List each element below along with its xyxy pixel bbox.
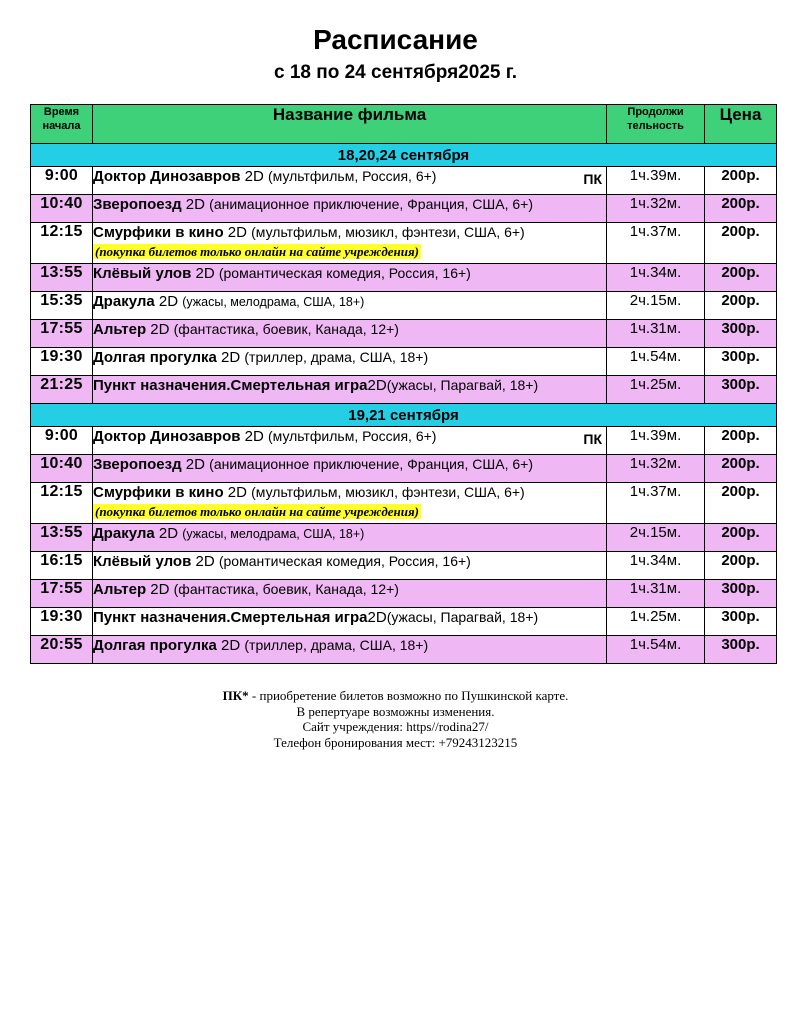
film-cell bbox=[93, 223, 607, 264]
page-subtitle: с 18 по 24 сентября2025 г. bbox=[273, 62, 518, 83]
film-title: Зверопоезд bbox=[93, 456, 182, 473]
duration: 1ч.32м. bbox=[607, 455, 705, 483]
film-title: Дракула bbox=[93, 525, 155, 542]
table-row bbox=[31, 348, 777, 376]
film-cell bbox=[93, 320, 607, 348]
pushkin-card-badge: ПК bbox=[583, 171, 602, 187]
film-cell bbox=[93, 167, 607, 195]
film-format: 2D bbox=[181, 456, 210, 473]
film-info: (мультфильм, Россия, 6+) bbox=[268, 168, 437, 184]
page-title: Расписание bbox=[313, 24, 478, 55]
price: 200р. bbox=[705, 524, 777, 552]
film-cell bbox=[93, 636, 607, 664]
price: 300р. bbox=[705, 580, 777, 608]
price: 300р. bbox=[705, 608, 777, 636]
start-time: 9:00 bbox=[31, 167, 93, 195]
footer-changes-note: В репертуаре возможны изменения. bbox=[296, 703, 495, 719]
film-info: (ужасы, Парагвай, 18+) bbox=[386, 609, 539, 625]
film-info: (романтическая комедия, Россия, 16+) bbox=[218, 553, 471, 569]
film-title: Доктор Динозавров bbox=[93, 168, 241, 185]
film-format: 2D bbox=[240, 168, 268, 185]
duration: 1ч.31м. bbox=[607, 320, 705, 348]
film-format: 2D bbox=[223, 484, 252, 501]
date-label: 19,21 сентября bbox=[31, 404, 777, 427]
start-time: 19:30 bbox=[31, 348, 93, 376]
start-time: 13:55 bbox=[31, 524, 93, 552]
film-title: Пункт назначения.Смертельная игра bbox=[93, 609, 368, 626]
price: 200р. bbox=[705, 223, 777, 264]
film-title: Долгая прогулка bbox=[93, 349, 217, 366]
table-row bbox=[31, 223, 777, 264]
film-cell bbox=[93, 552, 607, 580]
film-title: Долгая прогулка bbox=[93, 637, 217, 654]
film-cell bbox=[93, 427, 607, 455]
header-duration bbox=[607, 105, 705, 144]
film-title: Смурфики в кино bbox=[93, 484, 224, 501]
duration: 1ч.34м. bbox=[607, 552, 705, 580]
duration: 1ч.39м. bbox=[607, 427, 705, 455]
date-row bbox=[31, 404, 777, 427]
table-row bbox=[31, 376, 777, 404]
film-format: 2D bbox=[146, 581, 174, 598]
film-info: (мультфильм, мюзикл, фэнтези, США, 6+) bbox=[251, 224, 525, 240]
price: 200р. bbox=[705, 195, 777, 223]
start-time: 19:30 bbox=[31, 608, 93, 636]
table-row bbox=[31, 483, 777, 524]
start-time: 12:15 bbox=[31, 483, 93, 524]
table-header-row bbox=[31, 105, 777, 144]
price: 200р. bbox=[705, 427, 777, 455]
film-info: (ужасы, Парагвай, 18+) bbox=[386, 377, 539, 393]
film-format: 2D bbox=[154, 525, 183, 542]
film-cell bbox=[93, 195, 607, 223]
table-row bbox=[31, 636, 777, 664]
price: 200р. bbox=[705, 455, 777, 483]
table-row bbox=[31, 427, 777, 455]
film-format: 2D bbox=[240, 428, 268, 445]
duration: 1ч.37м. bbox=[607, 223, 705, 264]
footer-pk-text: - приобретение билетов возможно по Пушкинской карте. bbox=[248, 688, 569, 703]
header-film bbox=[93, 105, 607, 144]
table-row bbox=[31, 552, 777, 580]
film-info: (мультфильм, мюзикл, фэнтези, США, 6+) bbox=[251, 484, 525, 500]
film-format: 2D bbox=[181, 196, 210, 213]
header-duration-line1: Продолжи bbox=[627, 106, 684, 118]
price: 200р. bbox=[705, 167, 777, 195]
start-time: 12:15 bbox=[31, 223, 93, 264]
table-row bbox=[31, 580, 777, 608]
film-info: (триллер, драма, США, 18+) bbox=[244, 637, 429, 653]
duration: 1ч.31м. bbox=[607, 580, 705, 608]
film-format: 2D bbox=[216, 349, 245, 366]
film-info: (романтическая комедия, Россия, 16+) bbox=[218, 265, 471, 281]
price: 200р. bbox=[705, 483, 777, 524]
table-row bbox=[31, 195, 777, 223]
header-time bbox=[31, 105, 93, 144]
start-time: 17:55 bbox=[31, 320, 93, 348]
duration: 1ч.54м. bbox=[607, 348, 705, 376]
film-format: 2D bbox=[367, 609, 387, 626]
pushkin-card-badge: ПК bbox=[583, 431, 602, 447]
start-time: 20:55 bbox=[31, 636, 93, 664]
table-row bbox=[31, 167, 777, 195]
film-cell bbox=[93, 292, 607, 320]
start-time: 21:25 bbox=[31, 376, 93, 404]
film-info: (фантастика, боевик, Канада, 12+) bbox=[173, 321, 399, 337]
duration: 1ч.54м. bbox=[607, 636, 705, 664]
film-cell bbox=[93, 483, 607, 524]
film-cell bbox=[93, 455, 607, 483]
table-row bbox=[31, 292, 777, 320]
footer-phone: Телефон бронирования мест: +79243123215 bbox=[273, 734, 518, 750]
price: 300р. bbox=[705, 376, 777, 404]
duration: 1ч.25м. bbox=[607, 608, 705, 636]
film-title: Смурфики в кино bbox=[93, 224, 224, 241]
film-title: Зверопоезд bbox=[93, 196, 182, 213]
film-info: (ужасы, мелодрама, США, 18+) bbox=[182, 295, 365, 309]
duration: 1ч.25м. bbox=[607, 376, 705, 404]
price: 300р. bbox=[705, 348, 777, 376]
duration: 1ч.39м. bbox=[607, 167, 705, 195]
header-duration-line2: тельность bbox=[627, 120, 684, 132]
duration: 2ч.15м. bbox=[607, 524, 705, 552]
table-row bbox=[31, 455, 777, 483]
start-time: 10:40 bbox=[31, 195, 93, 223]
film-cell bbox=[93, 608, 607, 636]
start-time: 10:40 bbox=[31, 455, 93, 483]
date-label: 18,20,24 сентября bbox=[31, 144, 777, 167]
start-time: 9:00 bbox=[31, 427, 93, 455]
film-info: (фантастика, боевик, Канада, 12+) bbox=[173, 581, 399, 597]
date-row bbox=[31, 144, 777, 167]
table-row bbox=[31, 264, 777, 292]
start-time: 15:35 bbox=[31, 292, 93, 320]
film-format: 2D bbox=[223, 224, 252, 241]
film-title: Альтер bbox=[93, 321, 147, 338]
film-format: 2D bbox=[146, 321, 174, 338]
footer-pk-label: ПК* bbox=[222, 688, 249, 703]
duration: 1ч.34м. bbox=[607, 264, 705, 292]
online-purchase-note: (покупка билетов только онлайн на сайте учреждения) bbox=[95, 504, 420, 519]
price: 200р. bbox=[705, 292, 777, 320]
price: 200р. bbox=[705, 264, 777, 292]
film-title: Клёвый улов bbox=[93, 553, 192, 570]
film-title: Доктор Динозавров bbox=[93, 428, 241, 445]
film-info: (триллер, драма, США, 18+) bbox=[244, 349, 429, 365]
duration: 1ч.37м. bbox=[607, 483, 705, 524]
film-format: 2D bbox=[191, 265, 219, 282]
table-row bbox=[31, 320, 777, 348]
online-purchase-note: (покупка билетов только онлайн на сайте учреждения) bbox=[95, 244, 420, 259]
film-title: Пункт назначения.Смертельная игра bbox=[93, 377, 368, 394]
schedule-body bbox=[31, 144, 777, 664]
schedule-table bbox=[30, 104, 777, 664]
header-price bbox=[705, 105, 777, 144]
price: 300р. bbox=[705, 636, 777, 664]
table-row bbox=[31, 524, 777, 552]
header-film-label: Название фильма bbox=[272, 105, 427, 124]
film-title: Альтер bbox=[93, 581, 147, 598]
start-time: 16:15 bbox=[31, 552, 93, 580]
footer-website: Сайт учреждения: https//rodina27/ bbox=[302, 719, 489, 734]
header-time-line1: Время bbox=[43, 106, 80, 118]
price: 200р. bbox=[705, 552, 777, 580]
table-row bbox=[31, 608, 777, 636]
film-title: Клёвый улов bbox=[93, 265, 192, 282]
film-cell bbox=[93, 348, 607, 376]
film-title: Дракула bbox=[93, 293, 155, 310]
start-time: 13:55 bbox=[31, 264, 93, 292]
header-time-line2: начала bbox=[42, 120, 81, 132]
film-cell bbox=[93, 264, 607, 292]
film-cell bbox=[93, 524, 607, 552]
film-format: 2D bbox=[216, 637, 245, 654]
film-format: 2D bbox=[191, 553, 219, 570]
film-format: 2D bbox=[154, 293, 183, 310]
film-cell bbox=[93, 580, 607, 608]
footer bbox=[0, 688, 791, 750]
start-time: 17:55 bbox=[31, 580, 93, 608]
header-price-label: Цена bbox=[719, 105, 762, 124]
footer-pk-line bbox=[0, 688, 791, 704]
film-format: 2D bbox=[367, 377, 387, 394]
duration: 2ч.15м. bbox=[607, 292, 705, 320]
film-info: (ужасы, мелодрама, США, 18+) bbox=[182, 527, 365, 541]
film-info: (анимационное приключение, Франция, США, 6+) bbox=[209, 456, 533, 472]
film-info: (анимационное приключение, Франция, США, 6+) bbox=[209, 196, 533, 212]
price: 300р. bbox=[705, 320, 777, 348]
film-info: (мультфильм, Россия, 6+) bbox=[268, 428, 437, 444]
duration: 1ч.32м. bbox=[607, 195, 705, 223]
film-cell bbox=[93, 376, 607, 404]
